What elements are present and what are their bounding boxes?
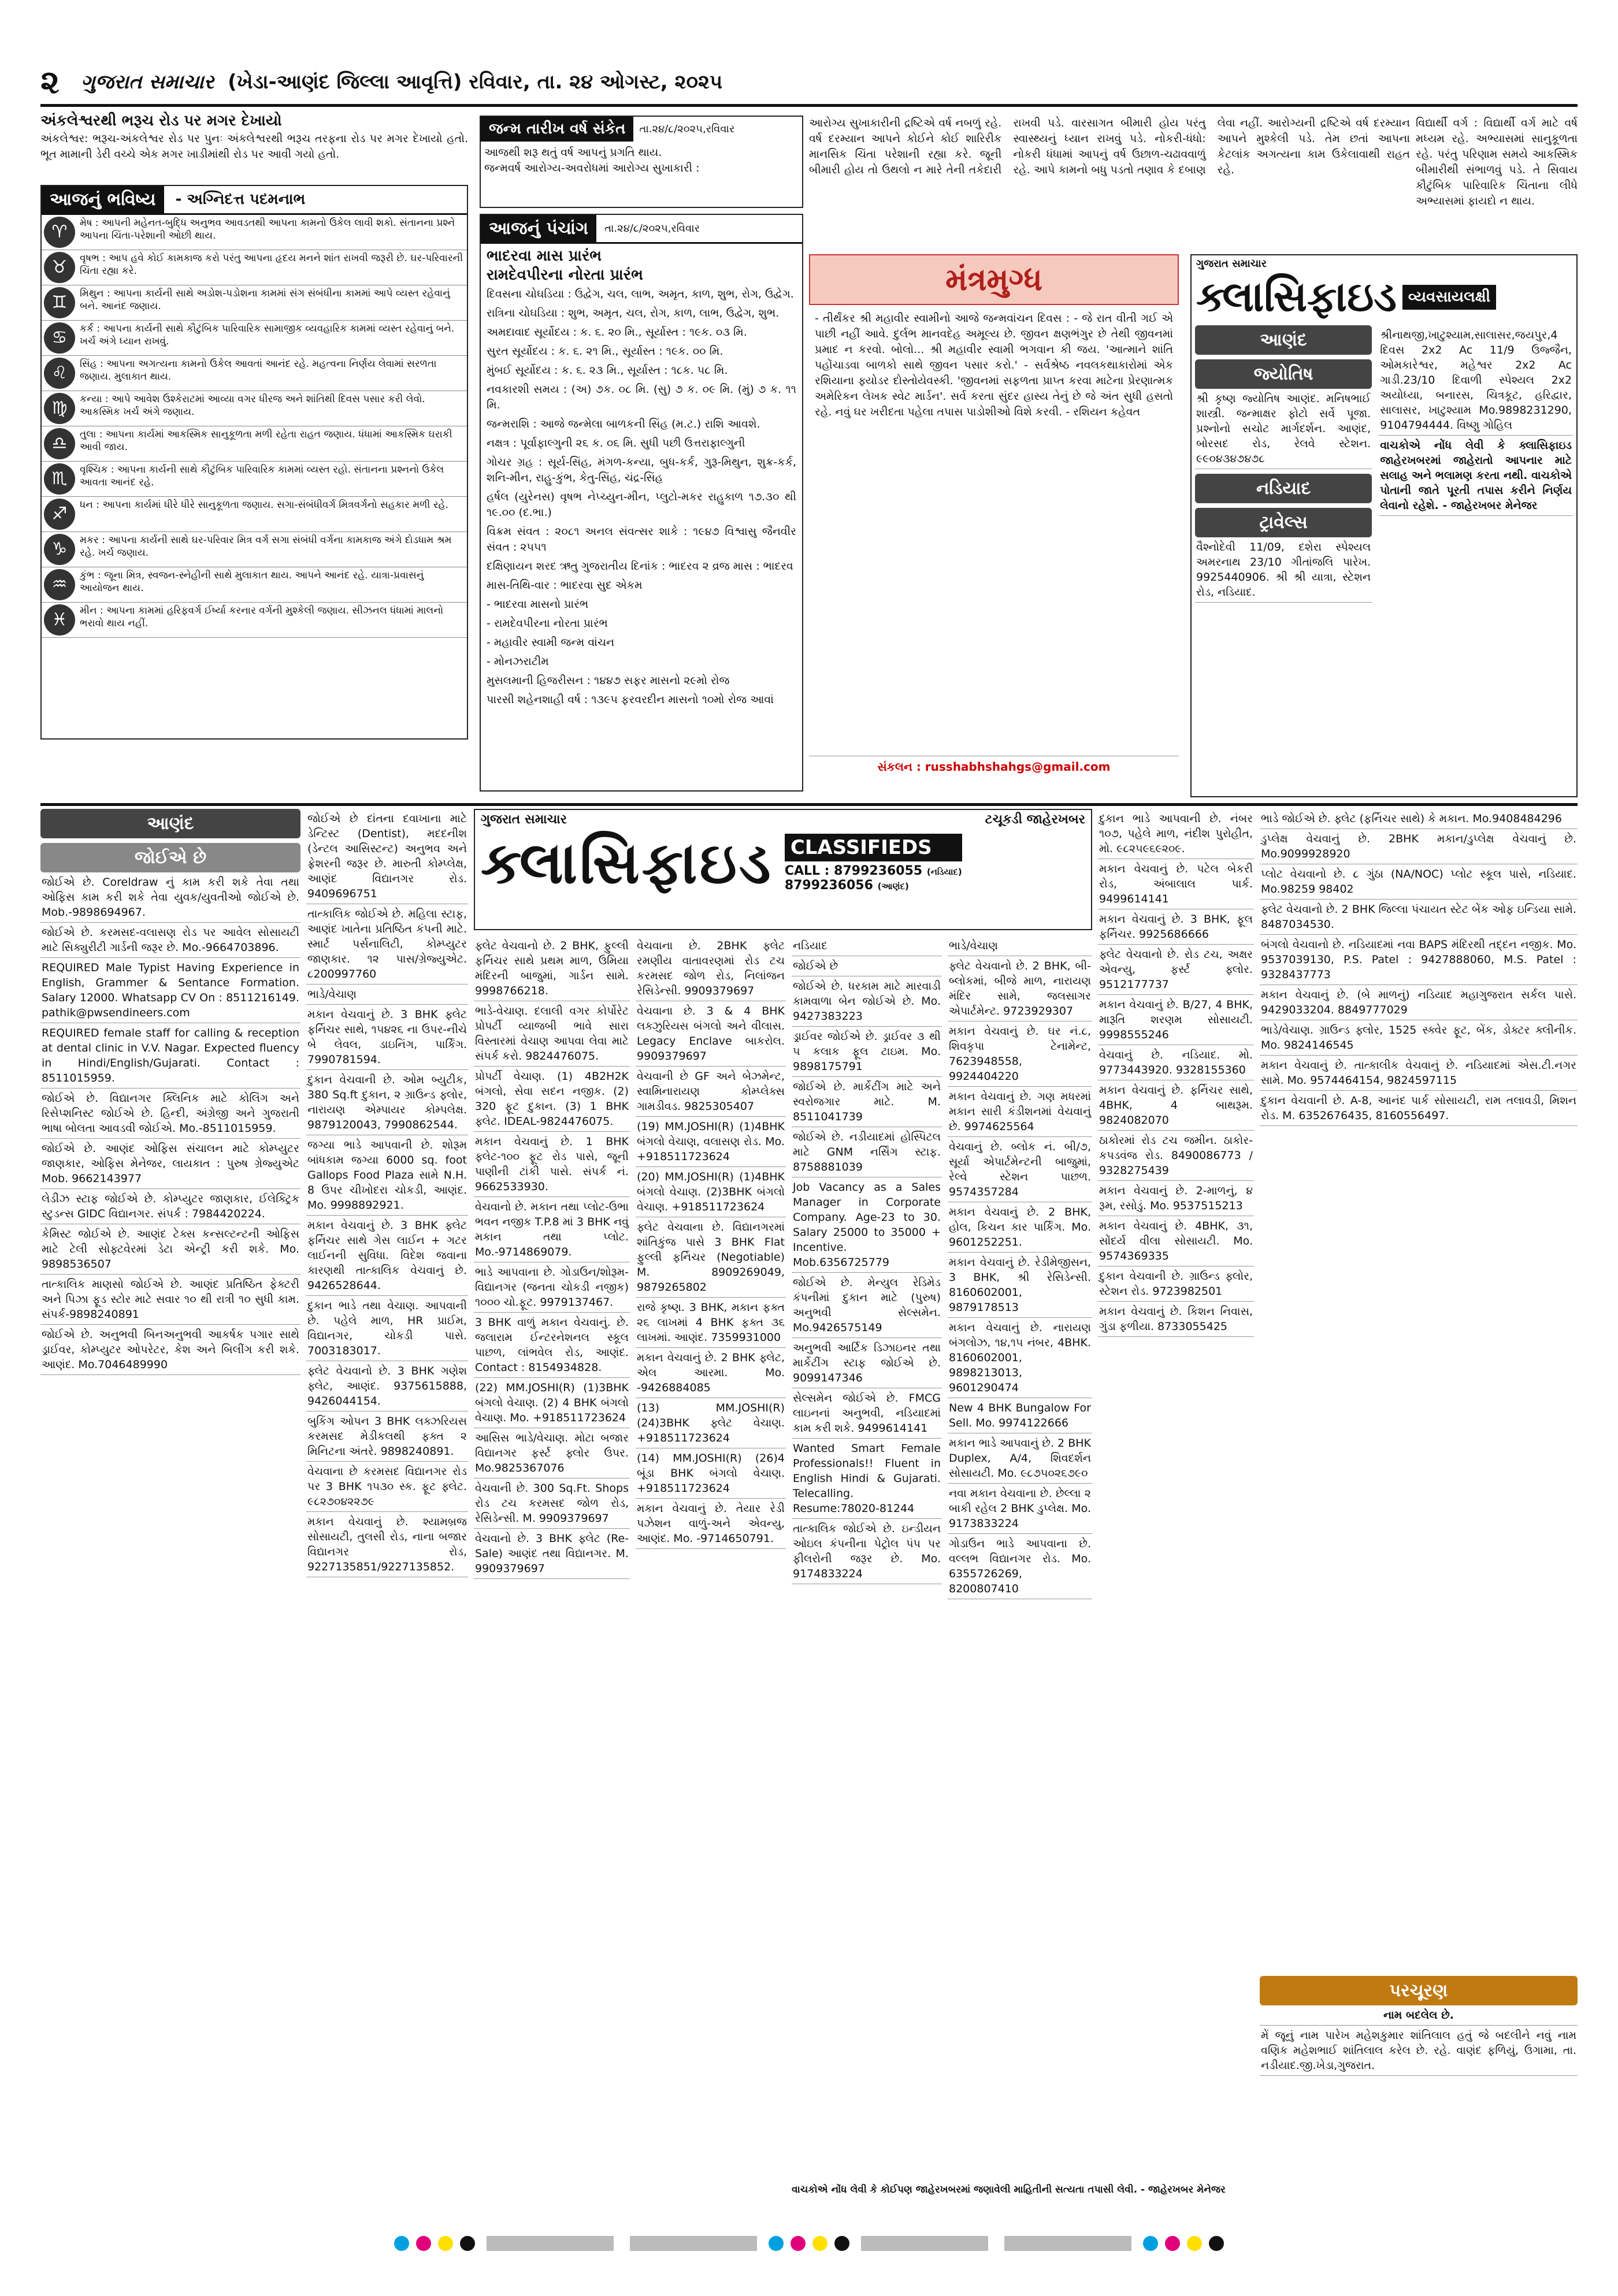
zodiac-icon: ♌ [44, 358, 75, 389]
color-strip [40, 2236, 1578, 2259]
classified-ad: ભાડે-વેચાણ. દલાલી વગર કોર્પોરેટ પ્રોપર્ટી વ્યાજબી ભાવે સારા વિસ્તારમાં વેચાણ આપવા લેવા માટે સંપર્ક કરો. 9824476075. [474, 1001, 630, 1067]
ads-col-8 [1260, 809, 1578, 1964]
classified-ad: નવા મકાન વેચવાના છે. છેલ્લા ૨ બાકી રહેલ 2 BHK ડુપ્લેક્ષ. Mo. 9173833224 [948, 1484, 1092, 1534]
classified-ad: મકાન ભાડે આપવાનું છે. 2 BHK Duplex, A/4, શિવદર્શન સોસાયટી. Mo. ૯૮૭૫૦૨૬૭૯૦ [948, 1433, 1092, 1484]
classified-ad: દુકાન વેચવાની છે. ઓમ બ્યુટીક, 380 Sq.ft દુકાન, ૨ ગ્રાઉન્ડ ફ્લોર, નારાયણ એમ્પાયર કોમ્પલેક્ષ. 9879120043, 7990862544. [306, 1070, 468, 1135]
black-dot [460, 2236, 475, 2251]
mantra-credit: સંકલન : russhabhshahgs@gmail.com [809, 756, 1179, 774]
classified-ad: જોઈએ છે [792, 956, 942, 976]
classified-ad: મકાન વેચવાનું છે. 3 BHK, ફૂલ ફર્નિચર. 9925686666 [1098, 909, 1254, 945]
panchang-line: મુસલમાની હિજરીસન : ૧૪૪૭ સફર માસનો ૨૯મો રોજ [487, 674, 730, 687]
classified-ad: નડિયાદ [792, 936, 942, 956]
zodiac-text: તુલા : આપના કાર્યમાં આકસ્મિક સાનુકૂળતા મળી રહેતા રાહત જણાય. ધંધામાં આકસ્મિક ઘરાકી આવી જાય. [80, 429, 452, 453]
classified-ad: વેચવાનું છે. નડિયાદ. મો. 9773443920. 9328155360 [1098, 1045, 1254, 1080]
birthday-l5: સુખાકારી : [652, 162, 700, 174]
classified-ad: જોઈએ છે. મેન્યુલ રેડિમેડ કંપનીમાં દુકાન માટે (પુરુષ) અનુભવી સેલ્સમેન. Mo.9426575149 [792, 1273, 942, 1338]
classified-ad: વેચવાના છે. 2BHK ફ્લેટ રમણીય વાતાવરણમાં રોડ ટચ કરમસદ જોળ રોડ, નિલાંજન રેસિડેન્સી. 9909379697 [636, 936, 786, 1001]
panchang-line: અમદાવાદ સૂર્યોદય : ક. ૬. ૨૦ મિ., સૂર્યાસ્ત : ૧૯ક. ૦૩ મિ. [487, 326, 747, 339]
classified-ad: New 4 BHK Bungalow For Sell. Mo. 9974122666 [948, 1398, 1092, 1433]
panchang-line: - ભાદરવા માસનો પ્રારંભ [487, 598, 589, 611]
parchuran-body: મેં જૂનું નામ પારેખ મહેશકુમાર શાંતિલાલ હતું જે બદલીને નવું નામ વણિક મહેશભાઈ શાંતિલાલ કરેલ છે. રહે. વાણંદ ફળિયું, ઉગામા, તા. નડીયાદ.જી.ખેડા,ગુજરાત. [1260, 2026, 1578, 2076]
ads-col-7 [1098, 809, 1254, 2178]
birthday-l1: આજથી શરૂ થતું વર્ષ આપનું [484, 146, 607, 159]
classified-ad: જોઈએ છે. ધરકામ માટે મારવાડી કામવાળા બેન જોઈએ છે. Mo. 9427383223 [792, 976, 942, 1027]
classified-ad: જગ્યા ભાડે આપવાની છે. શોરૂમ બાંધકામ જગ્યા 6000 sq. foot Gallops Food Plaza સામે N.H. 8 ઉપર ચીખોદરા ચોકડી, આણંદ. Mo. 9998892921. [306, 1135, 468, 1216]
mantra-title: મંત્રમુગ્ધ [809, 254, 1179, 305]
classified-ad: (13) MM.JOSHI(R) (24)3BHK ફ્લેટ વેચાણ. +918511723624 [636, 1398, 786, 1448]
zodiac-icon: ♑ [44, 534, 75, 565]
classified-ad: તાત્કાલિક માણસો જોઈએ છે. આણંદ પ્રતિષ્ઠિત ફેક્ટરી અને પિઝા ફૂડ સ્ટોર માટે સવાર ૧૦ થી રાત્રી ૧૦ સુધી કામ. સંપર્ક-9898240891 [40, 1275, 300, 1325]
classified-ad: ઠાકોરમાં રોડ ટચ જમીન. ઠાકોર-કપડવંજ રોડ. 8490086773 / 9328275439 [1098, 1131, 1254, 1181]
birthday-l2: પ્રગતિ થાય. [610, 146, 662, 159]
classified-ad: વેચવાના છે કરમસદ વિદ્યાનગર રોડ પર 3 BHK ૧૫૩૦ સ્ક. ફૂટ ફ્લેટ. ૯૮૨૭૦૪૨૨૭૯ [306, 1462, 468, 1512]
classified-ad: જોઈએ છે. વિદ્યાનગર ક્લિનિક માટે કોલિંગ અને રિસેપ્શનિસ્ટ જોઈએ છે. હિન્દી, અંગ્રેજી અને ગુજરાતી ભાષા બોલતા આવડવી જોઈએ. Mo.-8511015959. [40, 1088, 300, 1139]
classified-ad: REQUIRED Male Typist Having Experience in English, Grammer & Sentance Formation. Salary 12000. Whatsapp CV On : 8511216149. pathik@pwsendineers.com [40, 958, 300, 1023]
horoscope-author: - અગ્નિદત્ત પદમનાભ [175, 191, 306, 208]
birthday-title: જન્મ તારીખ વર્ષ સંકેત [481, 117, 633, 142]
classified-ad: સેલ્સમેન જોઈએ છે. FMCG લાઇનનાં અનુભવી, નડિયાદમાં કામ કરી શકે. 9499614141 [792, 1388, 942, 1439]
zodiac-row [42, 426, 467, 462]
classified-ad: ફ્લેટ વેચવાનો છે. રોડ ટચ, અક્ષર એવન્યુ, ફર્સ્ટ ફ્લોર. 9512177737 [1098, 945, 1254, 995]
classified-ad: દુકાન ભાડે આપવાની છે. નંબર ૧૦૭, પહેલે માળ, નંદીશ પુરોહીત, મો. ૯૮૨૫૯૬૯૨૦૯. [1098, 809, 1254, 859]
zodiac-row [42, 250, 467, 285]
class-main-tag: ટચૂકડી જાહેરખબર [985, 812, 1085, 827]
panchang-box [480, 214, 803, 792]
classified-ad: મકાન વેચવાનું છે. ગણ મધરમાં મકાન સારી કંડીશનમાં વેચવાનું છે. 9974625564 [948, 1087, 1092, 1137]
panchang-line: - મહાવીર સ્વામી જન્મ વાંચન [487, 636, 615, 649]
zodiac-icon: ♍ [44, 393, 75, 424]
classified-ad: ફ્લેટ વેચવાનો છે. 2 BHK જિલ્લા પંચાયત સ્ટેટ બેંક ઓફ ઇન્ડિયા સામે. 8487034530. [1260, 900, 1578, 935]
zodiac-row [42, 603, 467, 638]
classified-ad: અનુભવી આર્ટિક ડિઝાઇનર તથા માર્કેટીંગ સ્ટાફ જોઈએ છે. 9099147346 [792, 1338, 942, 1388]
edition-line: (ખેડા-આણંદ જિલ્લા આવૃત્તિ) રવિવાર, તા. ૨૪ ઓગસ્ટ, ૨૦૨૫ [228, 70, 723, 94]
classified-ad: વેચવાનો છે. 3 BHK ફ્લેટ (Re-Sale) આણંદ તથા વિદ્યાનગર. M. 9909379697 [474, 1529, 630, 1579]
classified-ad: ફ્લેટ વેચવાનો છે. 2 BHK, બી-બ્લોકમાં, બીજે માળ, નારાયણ મંદિર સામે, જલસાગર એપાર્ટમેન્ટ. 9723929307 [948, 956, 1092, 1021]
panchang-line: સુરત સૂર્યોદય : ક. ૬. ૨૧ મિ., સૂર્યાસ્ત : ૧૯ક. ૦૦ મિ. [487, 345, 723, 358]
classified-ad: 3 BHK વાળું મકાન વેચવાનું. છે. જલારામ ઈન્ટરનેશનલ સ્કૂલ પાછળ, લાંભવેલ રોડ, આણંદ. Contact : 8154934828. [474, 1313, 630, 1378]
class-main-en: CLASSIFIEDS [785, 834, 962, 861]
panchang-line: - મોનઝરાટીમ [487, 655, 549, 668]
classified-main [474, 809, 1092, 930]
classified-ad: મકાન વેચવાનું છે. 3 BHK ફ્લેટ ફર્નિચર સાથે, ૧૫૪૨૬ ના ઉપર-નીચે બે લેવલ, ડાઇનિંગ, પાર્કિંગ. 7990781594. [306, 1005, 468, 1070]
zodiac-text: કુંભ : જૂના મિત્ર, સ્વજન-સ્નેહીની સાથે મુલાકાત થાય. આપને આનંદ રહે. યાત્રા-પ્રવાસનું આયોજન થાય. [80, 570, 424, 594]
road-news-title: અંકલેશ્વરથી ભરૂચ રોડ પર મગર દેખાયો [40, 112, 282, 129]
cyan-dot [394, 2236, 409, 2251]
zodiac-text: કર્ક : આપના કાર્યની સાથે કૌટુંબિક પારિવારિક સામાજીક વ્યવહારિક કામમાં વ્યસ્ત રહેવાનું બને. ખર્ચ અંગે ધ્યાન રાખવું. [80, 323, 455, 347]
classified-ad: કેમિસ્ટ જોઈએ છે. આણંદ ટેક્સ કન્સલ્ટન્ટની ઓફિસ માટે ટેલી સોફ્ટવેરમાં ડેટા એન્ટ્રી કરી શકે. Mo. 9898536507 [40, 1224, 300, 1275]
class-main-ph1-tag: (નડિયાદ) [926, 867, 962, 877]
classified-ad: ભાડે આપવાના છે. ગોડાઉન/શોરૂમ-વિદ્યાનગર (જનતા ચોકડી નજીક) ૧૦૦૦ ચો.ફૂટ. 9979137467. [474, 1262, 630, 1313]
horoscope-title: આજનું ભવિષ્ય [42, 186, 164, 213]
classified-ad: ફ્લેટ વેચવાના છે. વિદ્યાનગરમાં શાંતિકુંજ પાસે 3 BHK Flat ફુલ્લી ફર્નિચર (Negotiable) M. 8909269049, 9879265802 [636, 1217, 786, 1298]
classified-ad: લેડીઝ સ્ટાફ જોઈએ છે. કોમ્પ્યુટર જાણકાર, ઈલેક્ટ્રિક સ્ટુડન્સ GIDC વિદ્યાનગર. સંપર્ક : 7984420224. [40, 1189, 300, 1224]
classified-ad: મકાન વેચવાનું છે. તેયાર રેડી પઝેશન વાળું-અને એવન્યુ, આણંદ. Mo. -9714650791. [636, 1499, 786, 1549]
zodiac-row [42, 462, 467, 497]
panchang-line: ભાદરવા માસ પ્રારંભ [487, 247, 602, 265]
classified-ad: રાજે કૃષ્ણ. 3 BHK, મકાન ફક્ત ૨૬ લાખમાં 4 BHK ફક્ત ૩૬ લાખમાં. આણંદ. 7359931000 [636, 1298, 786, 1348]
zodiac-text: મકર : આપના કાર્યની સાથે ઘર-પરિવાર મિત્ર વર્ગ સગા સંબંધી વર્ગના કામકાજ અંગે દોડધામ શ્રમ રહે. ખર્ચ જણાય. [80, 534, 452, 559]
zodiac-text: વૃશ્ચિક : આપના કાર્યની સાથે કૌટુંબિક પારિવારિક કામમાં વ્યસ્ત રહો. સંતાનના પ્રશ્નનો ઉકેલ આવતા આનંદ રહે. [80, 464, 444, 488]
class-main-ph2-tag: (આણંદ) [877, 881, 909, 891]
panchang-line: રાત્રિના ચોઘડિયા : શુભ, અમૃત, ચલ, રોગ, કાળ, લાભ, ઉદ્વેગ, શુભ. [487, 307, 780, 319]
classified-ad: (19) MM.JOSHI(R) (1)4BHK બંગલો વેચાણ, વલાસણ રોડ. Mo. +918511723624 [636, 1117, 786, 1167]
zodiac-icon: ♓ [44, 604, 75, 636]
ads-col-3 [474, 936, 630, 2178]
classified-ad: મકાન વેચવાનું છે. નારાયણ બંગલોઝ, ૧૪,૧૫ નંબર, 4BHK. 8160602001, 9898213013, 9601290474 [948, 1318, 1092, 1398]
header-rule [40, 104, 1578, 107]
mantra-box [809, 254, 1179, 797]
classified-ad: જોઈએ છે. માર્કેટીંગ માટે અને સ્વરોજગાર માટે. M. 8511041739 [792, 1077, 942, 1127]
classified-ad: તાત્કાલિક જોઈએ છે. મહિલા સ્ટાફ, આણંદ ખાતેના પ્રતિષ્ઠિત કંપની માટે. સ્માર્ટ પર્સનાલિટી, કોમ્પ્યુટર જાણકાર. ૧૨ પાસ/ગ્રેજ્યુએટ. ૮200997760 [306, 904, 468, 984]
classified-ad: Wanted Smart Female Professionals!! Fluent in English Hindi & Gujarati. Telecalling. Resume:78020-81244 [792, 1439, 942, 1519]
classified-ad: વેચવાનું છે. બ્લોક નં. બી/૭, સૂર્યા એપાર્ટમેન્ટની બાજુમાં, રેલ્વે સ્ટેશન પાછળ. 9574357284 [948, 1137, 1092, 1202]
page-header [40, 64, 1578, 104]
classified-ad: મકાન વેચવાનું છે. 2 BHK ફ્લેટ, એલ આરમા. Mo. -9426884085 [636, 1348, 786, 1398]
classified-ad: Job Vacancy as a Sales Manager in Corporate Company. Age-23 to 30. Salary 25000 to 35000 + Incentive. Mob.6356725779 [792, 1177, 942, 1273]
classified-ad: જોઈએ છે. નડીયાદમાં હોસ્પિટલ માટે GNM નર્સિંગ સ્ટાફ. 8758881039 [792, 1127, 942, 1177]
panchang-line: નક્ષત્ર : પૂર્વાફાલ્ગુની ૨૬ ક. ૦૬ મિ. સુધી પછી ઉત્તરાફાલ્ગુની [487, 437, 745, 449]
classified-ad: મકાન વેચવાનું છે. 4BHK, ૩૧, સોંદર્ય વીલા સોસાયટી. Mo. 9574369335 [1098, 1216, 1254, 1266]
travel-ad: શ્રીનાથજી,ખાટુશ્યામ,સાલાસર,જયપુર,4 દિવસ 2x2 Ac 11/9 ઉજ્જૈન, ઓમકારેશ્વર, મહેશ્વર 2x2 Ac ગાડી.23/10 દિવાળી સ્પેશ્યલ 2x2 અયોધ્યા, બનારસ, ચિત્રકૂટ, હરિદ્વાર, સાલાસર, ખાટુશ્યામ Mo.9898231290, 9104794444. વિષ્ણુ ગોહિલ [1379, 325, 1573, 436]
zodiac-icon: ♎ [44, 428, 75, 459]
classified-ad: ભાડે જોઈએ છે. ફ્લેટ (ફર્નિચર સાથે) કે મકાન. Mo.9408484296 [1260, 809, 1578, 829]
zodiac-row [42, 567, 467, 603]
panchang-line: હર્ષલ (યુરેનસ) વૃષભ નેપ્ચ્યુન-મીન, પ્લુટો-મકર રાહુકાળ ૧૭.૩૦ થી ૧૯.૦૦ (દ.ભા.) [487, 491, 796, 519]
classified-ad: ભાડે/વેચાણ. ગ્રાઉન્ડ ફ્લોર, 1525 સ્ક્વેર ફૂટ, બેંક, ડોક્ટર ક્લીનીક. Mo. 9824146545 [1260, 1020, 1578, 1056]
classified-ad: ડુપ્લેક્ષ વેચવાનું છે. 2BHK મકાન/ડુપ્લેક્ષ વેચવાનું છે. Mo.9099928920 [1260, 829, 1578, 864]
classified-ad: પ્રોપર્ટી વેચાણ. (1) 4B2H2K બંગલો, સેવા સદન નજીક. (2) 320 ફૂટ દુકાન. (3) 1 BHK ફ્લેટ. IDEAL-9824476075. [474, 1067, 630, 1132]
zodiac-row [42, 391, 467, 426]
birthday-l3: જન્મવર્ષ આરોગ્ય-અવરોધમાં [484, 162, 609, 174]
cat-travels: ટ્રાવેલ્સ [1195, 508, 1372, 537]
classified-ad: મકાન વેચવાનું છે. કિશન નિવાસ, ગુંડા ફળીયા. 8733055425 [1098, 1302, 1254, 1337]
zodiac-text: મેષ : આપની મહેનત-બુદ્ધિ અનુભવ આવડતથી આપના કામનો ઉકેલ લાવી શકો. સંતાનના પ્રશ્ને આપના ચિંતા-પરેશાની ઓછી થાય. [80, 217, 455, 242]
classified-ad: ભાડે/વેચાણ [306, 984, 468, 1005]
birthday-date: તા.૨૪/૮/૨૦૨૫,રવિવાર [639, 123, 735, 135]
classified-ad: ફ્લેટ વેચવાનો છે. 3 BHK ગણેશ ફ્લેટ, આણંદ. 9375615888, 9426044154. [306, 1361, 468, 1411]
classified-top [1190, 254, 1578, 797]
panchang-title: આજનું પંચાંગ [481, 215, 596, 242]
classified-ad: ભાડે/વેચાણ [948, 936, 1092, 956]
classified-ad: જોઈએ છે. કરમસદ-વલાસણ રોડ પર આવેલ સોસાયટી માટે સિક્યુરીટી ગાર્ડની જરૂર છે. Mo.-9664703896. [40, 923, 300, 958]
health-text: આરોગ્ય સુખાકારીની દ્રષ્ટિએ વર્ષ નબળું રહે. વર્ષ દરમ્યાન આપને કોઈને કોઈ શારિરીક માનસિક ચિંતા પરેશાની રહ્યા કરે. જૂની બીમારી હોય તો ઉથલો ન મારે તેની તકેદારી રાખવી પડે. વારસાગત બીમારી હોય પરંતુ સ્વાસ્થ્યનું ધ્યાન રાખવું પડે. નોકરી-ધંધો: નોકરી ધંધામાં આપનું વર્ષ ઉછાળ-ચઢાવવાળું રહે. આપે કામનો બધુ પડતો તણાવ કે દબાણ લેવા નહીં. આરોગ્યની દ્રષ્ટિએ વર્ષ દરમ્યાન આપને મુશ્કેલી પડે. તેમ છતાં આપના કેટલાંક અગત્યના કામ ઉકેલાવાથી રાહત રહે. [809, 117, 1410, 176]
astrology-ad: શ્રી કૃષ્ણ જ્યોતિષ આણંદ. મનિષભાઈ શાસ્ત્રી. જન્માક્ષર ફોટો સર્વે પૂજા. પ્રશ્નોનો સચોટ માર્ગદર્શન. આણંદ, બોરસદ રોડ, રેલવે સ્ટેશન. ૯૯૦૪૩૪૭૪૭૮ [1195, 389, 1372, 469]
panchang-line: ગોચર ગ્રહ : સૂર્ય-સિંહ, મંગળ-કન્યા, બુધ-કર્ક, ગુરૂ-મિથુન, શુક્ર-કર્ક, શનિ-મીન, રાહુ-કુંભ, કેતુ-સિંહ, ચંદ્ર-સિંહ [487, 456, 796, 484]
left-ads [40, 809, 300, 2178]
panchang-line: મુંબઈ સૂર્યોદય : ક. ૬. ૨૩ મિ., સૂર્યાસ્ત : ૧૮ક. ૫૮ મિ. [487, 364, 728, 377]
zodiac-row [42, 285, 467, 321]
yellow-dot [438, 2236, 453, 2251]
classified-ad: (14) MM.JOSHI(R) (26)4 બૂંડા BHK બંગલો વેચાણ. +918511723624 [636, 1448, 786, 1499]
classified-ad: (22) MM.JOSHI(R) (1)3BHK બંગલો વેચાણ. (2) 4 BHK બંગલો વેચાણ. Mo. +918511723624 [474, 1378, 630, 1428]
footer-note: વાચકોએ નોંધ લેવી કે કોઈપણ જાહેરખબરમાં જણાવેલી માહિતીની સત્યતા તપાસી લેવી. - જાહેરખબર મેનેજર [792, 2184, 1226, 2195]
classified-ad: જોઈએ છે. અનુભવી બિનઅનુભવી આકર્ષક પગાર સાથે ડ્રાઈવર, કોમ્પ્યુટર ઓપરેટર, કેશ અને બિલીંગ કરી શકે. આણંદ. Mo.7046489990 [40, 1325, 300, 1375]
class-top-logo: ગુજરાત સમાચાર [1196, 258, 1267, 270]
zodiac-icon: ♐ [44, 499, 75, 530]
classified-ad: મકાન વેચવાનું છે. પટેલ બેકરી રોડ, અંબાલાલ પાર્ક. 9499614141 [1098, 859, 1254, 909]
classified-ad: મકાન વેચવાનું છે. તાત્કાલીક વેચવાનું છે. નડિયાદમાં એસ.ટી.નગર સામે. Mo. 9574464154, 9824597115 [1260, 1056, 1578, 1091]
mantra-body: - તીર્થંકર શ્રી મહાવીર સ્વામીનો આજે જન્મવાંચન દિવસ : - જે રાત વીતી ગઈ એ પાછી નહીં આવે. દુર્લભ માનવદેહ અમૂલ્ય છે. જીવન ક્ષણભંગુર છે તેથી જીવનમાં પ્રમાદ ન કરવો. બોલો... શ્રી મહાવીર સ્વામી ભગવાન કી જય. 'આત્માને શાંતિ પહોંચાડવા બાળકો સાથે જીવન પસાર કરો.' - સર્વશ્રેષ્ઠ નવલકથાકારોમાં એક રશિયાના ફ્યોડર દોસ્તોયેવસ્કી. 'જીવનમાં સફળતા પ્રાપ્ત કરવા માટેના પ્રેરણાત્મક અમેરિકન લેખક સ્વેટ માર્ડન'. સર્વ કરતા સુંદર હાસ્ય તેનું છે જે અંત સુધી હસતો રહે. નવું ઘર ખરીદતા પહેલા તપાસ પાડોશીઓ વિશે કરવી. - રશિયન કહેવત [815, 312, 1173, 418]
classified-ad: મકાન વેચવાનું છે. 1 BHK ફ્લેટ-૧૦૦ ફૂટ રોડ પાસે, જૂની પાણીની ટાંકી પાસે. સંપર્ક નં. 9662533930. [474, 1132, 630, 1197]
mid-rule [40, 803, 1578, 806]
cat-anand: આણંદ [1195, 325, 1372, 355]
zodiac-text: કન્યા : આપે આવેશ ઉશ્કેરાટમાં આવ્યા વગર ધીરજ અને શાંતિથી દિવસ પસાર કરી લેવો. આકસ્મિક ખર્ચ અંગે જણાય. [80, 393, 425, 418]
cat-nadiad: નડિયાદ [1195, 474, 1372, 503]
classified-ad: ગોડાઉન ભાડે આપવાના છે. વલ્લભ વિદ્યાનગર રોડ. Mo. 6355726269, 8200807410 [948, 1534, 1092, 1599]
left-cat-anand: આણંદ [40, 809, 300, 838]
classified-ad: મકાન વેચવાનું છે. ફર્નિચર સાથે, 4BHK, 4 બાથરૂમ. 9824082070 [1098, 1080, 1254, 1131]
classified-note: વાચકોએ નોંધ લેવી કે ક્લાસિફાઇડ જાહેરખબરમાં જાહેરાતો આપનાર માટે સલાહ અને ભલામણ કરતા નથી. વાચકોએ પોતાની જાતે પૂરતી તપાસ કરીને નિર્ણય લેવાનો રહેશે. - જાહેરખબર મેનેજર [1379, 436, 1573, 516]
travel-ad-2: વૈશ્નોદેવી 11/09, દશેરા સ્પેશ્યલ અમરનાથ 23/10 ગીતાંજલિ પારેખ. 9925440906. શ્રી શ્રી યાત્રા, સ્ટેશન રોડ, નડિયાદ. [1195, 537, 1372, 603]
classified-ad: બુકિંગ ઓપન 3 BHK લક્ઝરિયસ કરમસદ મેડીકલથી ફક્ત ૨ મિનિટના અંતરે. 9898240891. [306, 1411, 468, 1462]
classified-ad: ડ્રાઈવર જોઈએ છે. ડ્રાઈવર ૩ થી ૫ કલાક ફૂલ ટાઇમ. Mo. 9898175791 [792, 1027, 942, 1077]
class-main-ph1: 8799236055 [834, 864, 923, 878]
classified-ad: મકાન વેચવાનું છે. 2 BHK, હોલ, કિચન કાર પાર્કિંગ. Mo. 9601252251. [948, 1202, 1092, 1253]
classified-ad: તાત્કાલિક જોઈએ છે. ઇન્ડીયન ઓઇલ કંપનીના પેટ્રોલ પંપ પર ફીલરોની જરૂર છે. Mo. 9174833224 [792, 1519, 942, 1584]
panchang-lines [481, 244, 802, 716]
road-news-body: અંકલેશ્વર: ભરૂચ-અંકલેશ્વર રોડ પર પુનઃ અંકલેશ્વરથી ભરૂચ તરફના રોડ પર મગર દેખાયો હતો. ભૂત મામાની ડેરી વચ્ચે એક મગર ખાડીમાંથી રોડ પર આવી ગયો હતો. [40, 132, 468, 161]
classified-ad: મકાન વેચવાનું છે. (બે માળનું) નડિયાદ મહાગુજરાત સર્કલ પાસે. 9429033204. 8849777029 [1260, 985, 1578, 1020]
panchang-line: પારસી શહેનશાહી વર્ષ : ૧૩૯૫ ફરવરદીન માસનો ૧૦મો રોજ આવાં [487, 693, 774, 706]
zodiac-list [42, 215, 467, 638]
class-main-call: CALL : [784, 864, 830, 878]
classified-ad: વેચવાના છે. 3 & 4 BHK લક્ઝુરિયસ બંગલો અને વીલાસ. Legacy Enclave બાકરોલ. 9909379697 [636, 1001, 786, 1067]
classified-ad: મકાન વેચવાનું છે. ઘર નં.૮, શિવકૃપા ટેનામેન્ટ, 7623948558, 9924404220 [948, 1021, 1092, 1087]
panchang-line: દક્ષિણાયન શરદ ઋતુ ગુજરાતીય દિનાંક : ભાદરવ ૨ વ્રજ માસ : ભાદરવ [487, 560, 793, 573]
panchang-line: વિક્રમ સંવત : ૨૦૮૧ અનલ સંવત્સર શાકે : ૧૯૪૭ વિશ્વાસુ જૈનવીર સંવત : ૨૫૫૧ [487, 525, 796, 553]
magenta-dot [416, 2236, 431, 2251]
ads-col-5 [792, 936, 942, 2178]
parchuran-box [1260, 1976, 1578, 2178]
classified-ad: દુકાન વેચવાની છે. A-8, આનંદ પાર્ક સોસાયટી, રામ તલાવડી, મિશન રોડ. M. 6352676435, 8160556497. [1260, 1091, 1578, 1126]
classified-ad: (20) MM.JOSHI(R) (1)4BHK બંગલો વેચાણ. (2)3BHK બંગલો વેચાણ. +918511723624 [636, 1167, 786, 1217]
zodiac-icon: ♊ [44, 287, 75, 318]
horoscope-box [40, 185, 468, 740]
class-main-ph2: 8799236056 [784, 878, 873, 893]
panchang-line: માસ-તિથિ-વાર : ભાદરવા સુદ એકમ [487, 579, 643, 592]
student-text: વિદ્યાર્થી વર્ગ : વિદ્યાર્થી વર્ગ માટે વર્ષ મધ્યમ રહે. અભ્યાસમાં સાનુકૂળતા રહે. પરંતુ પરિણામ સમયે આકસ્મિક બીમારીથી સંભાળવું પડે. તે સિવાય કૌટુંબિક પારિવારિક ચિંતાના લીધે અભ્યાસમાં ફાયદો ન થાય. [1416, 117, 1578, 207]
panchang-line: નવકારશી સમય : (અ) ૭ક. ૦૮ મિ. (સુ) ૭ ક. ૦૯ મિ. (મું) ૭ ક. ૧૧ મિ. [487, 383, 796, 411]
panchang-date: તા.૨૪/૮/૨૦૨૫,રવિવાર [604, 222, 700, 235]
zodiac-icon: ♈ [44, 217, 75, 248]
parchuran-title: પરચૂરણ [1260, 1976, 1578, 2005]
classified-ad: વેચવાની છે GF અને બેઝમેન્ટ, સ્વામિનારાયણ કોમ્પ્લેક્સ ગામડીવડ. 9825305407 [636, 1067, 786, 1117]
birthday-l4: આરોગ્ય [612, 162, 650, 174]
zodiac-text: મિથુન : આપના કાર્યની સાથે અડોશ-પડોશના કામમાં સંગ સંબંધીના કામમાં આપે વ્યસ્ત રહેવાનું બને. આનંદ જણાય. [80, 288, 450, 312]
ads-col-6 [948, 936, 1092, 2178]
road-news [40, 110, 468, 179]
class-top-sub: વ્યવસાયલક્ષી [1402, 285, 1496, 310]
classified-ad: મકાન વેચવાનું છે. B/27, 4 BHK, મારૂતિ શરણમ સોસાયટી. 9998555246 [1098, 995, 1254, 1045]
masthead-logo: ગુજરાત સમાચાર [81, 70, 214, 94]
panchang-line: - રામદેવપીરના નોરતા પ્રારંભ [487, 617, 608, 630]
classified-ad: મકાન વેચવાનું છે. શ્યામબ્રજ સોસાયટી, તુલસી રોડ, નાના બજાર વિદ્યાનગર રોડ, 9227135851/9227135852. [306, 1512, 468, 1577]
zodiac-row [42, 356, 467, 391]
classified-ad: દુકાન વેચવાની છે. ગ્રાઉન્ડ ફ્લોર, સ્ટેશન રોડ. 9723982501 [1098, 1266, 1254, 1302]
ads-col-4 [636, 936, 786, 2178]
zodiac-row [42, 321, 467, 356]
zodiac-text: વૃષભ : આપ હવે કોઈ કામકાજ કરો પરંતુ આપના હૃદય મનને શાંત રાખવી જરૂરી છે. ઘર-પરિવારની ચિંતા રહ્યા કરે. [80, 252, 463, 277]
zodiac-row [42, 497, 467, 532]
zodiac-text: સિંહ : આપના અગત્યના કામનો ઉકેલ આવતાં આનંદ રહે. મહત્વના નિર્ણય લેવામાં સરળતા જણાય. મુલાકાત થાય. [80, 358, 437, 382]
panchang-line: જન્મરાશિ : આજે જન્મેલા બાળકની સિંહ (મ.ટ.) રાશિ આવશે. [487, 418, 760, 430]
cat-astrology: જ્યોતિષ [1195, 359, 1372, 389]
classified-ad: પ્લોટ વેચવાનો છે. ૮ ગુંઠા (NA/NOC) પ્લોટ સ્કૂલ પાસે, નડિયાદ. Mo.98259 98402 [1260, 864, 1578, 900]
classified-ad: વેચવાનો છે. મકાન તથા પ્લોટ-ઉભા ભવન નજીક T.P.8 માં 3 BHK નવું મકાન તથા પ્લોટ. Mo.-9714869079. [474, 1197, 630, 1262]
ads-col-2 [306, 809, 468, 2178]
classified-ad: દુકાન ભાડે તથા વેચાણ. આપવાની છે. પહેલે માળ, HR પ્રાઈમ, વિદ્યાનગર, ચોકડી પાસે. 7003183017. [306, 1296, 468, 1361]
page-number: ૨ [40, 64, 60, 101]
classified-ad: ફ્લેટ વેચવાનો છે. 2 BHK, ફુલ્લી ફર્નિચર સાથે પ્રથમ માળ, ઉમિયા મંદિરની બાજુમાં, ગાર્ડન સામે. 9998766218. [474, 936, 630, 1001]
classified-ad: જોઈએ છે. આણંદ ઓફિસ સંચાલન માટે કોમ્પ્યુટર જાણકાર, ઓફિસ મેનેજર, લાયકાત : પુરુષ ગ્રેજ્યુએટ Mob. 9662143977 [40, 1139, 300, 1189]
zodiac-text: ધન : આપના કાર્યમાં ધીરે ધીરે સાનુકૂળતા જણાય. સગા-સંબંધીવર્ગ મિત્રવર્ગનો સહકાર મળી રહે. [80, 499, 448, 511]
classified-ad: આસિસ ભાડે/વેચાણ. મોટા બજાર વિદ્યાનગર ફર્સ્ટ ફ્લોર ઉપર. Mo.9825367076 [474, 1428, 630, 1478]
panchang-line: રામદેવપીરના નોરતા પ્રારંભ [487, 266, 643, 284]
zodiac-row [42, 215, 467, 250]
zodiac-icon: ♒ [44, 569, 75, 600]
class-main-logo: ગુજરાત સમાચાર [481, 812, 567, 827]
classified-ad: REQUIRED female staff for calling & reception at dental clinic in V.V. Nagar. Expected fluency in Hindi/English/Gujarati. Contact : 8511015959. [40, 1023, 300, 1088]
classified-ad: મકાન વેચવાનું છે. રેડીમેજીસન, 3 BHK, શ્રી રેસિડેન્સી. 8160602001, 9879178513 [948, 1253, 1092, 1318]
zodiac-icon: ♋ [44, 322, 75, 354]
classified-ad: વેચવાની છે. 300 Sq.Ft. Shops રોડ ટચ કરમસદ જોળ રોડ, રેસિડેન્સી. M. 9909379697 [474, 1478, 630, 1529]
left-want: જોઈએ છે [40, 843, 300, 872]
classified-ad: જોઈએ છે. Coreldraw નું કામ કરી શકે તેવા તથા ઓફિસ કામ કરી શકે તેવા યુવક/યુવતીઓ જોઈએ છે. Mob.-9898694967. [40, 872, 300, 923]
classified-ad: મકાન વેચવાનું છે. 3 BHK ફ્લેટ ફર્નિચર સાથે ગેસ લાઈન + ગટર લાઈનની સુવિધા. વિદેશ જવાના કારણથી તાત્કાલિક વેચવાનું છે. 9426528644. [306, 1216, 468, 1296]
parchuran-head: નામ બદલેલ છે. [1260, 2005, 1578, 2026]
class-main-title: ક્લાસિફાઇડ [481, 829, 773, 897]
class-top-title: ક્લાસિફાઇડ [1196, 272, 1397, 321]
zodiac-row [42, 532, 467, 567]
panchang-line: દિવસના ચોઘડિયા : ઉદ્વેગ, ચલ, લાભ, અમૃત, કાળ, શુભ, રોગ, ઉદ્વેગ. [487, 288, 794, 300]
birthday-box [480, 116, 803, 208]
classified-ad: મકાન વેચવાનું છે. 2-માળનું, ૪ રૂમ, રસોડું. Mo. 9537515213 [1098, 1181, 1254, 1216]
zodiac-icon: ♏ [44, 463, 75, 495]
zodiac-icon: ♉ [44, 252, 75, 283]
classified-ad: જોઈએ છે દાંતના દવાખાના માટે ડેન્ટિસ્ટ (Dentist), મદદનીશ (ડેન્ટલ આસિસ્ટન્ટ) અનુભવ અને ફ્રેશરની જરૂર છે. મારુતી કોમ્પ્લેક્ષ, આણંદ વિદ્યાનગર રોડ. 9409696751 [306, 809, 468, 904]
classified-ad: બંગલો વેચવાનો છે. નડિયાદમાં નવા BAPS મંદિરથી તદ્દન નજીક. Mo. 9537039130, P.S. Patel : 9427888060, M.S. Patel : 9328437773 [1260, 935, 1578, 985]
zodiac-text: મીન : આપના કામમાં હરિફવર્ગ ઈર્ષ્યા કરનાર વર્ગની મુશ્કેલી જણાય. સીઝનલ ધંધામાં માલનો ભરાવો થાય નહીં. [80, 605, 444, 629]
